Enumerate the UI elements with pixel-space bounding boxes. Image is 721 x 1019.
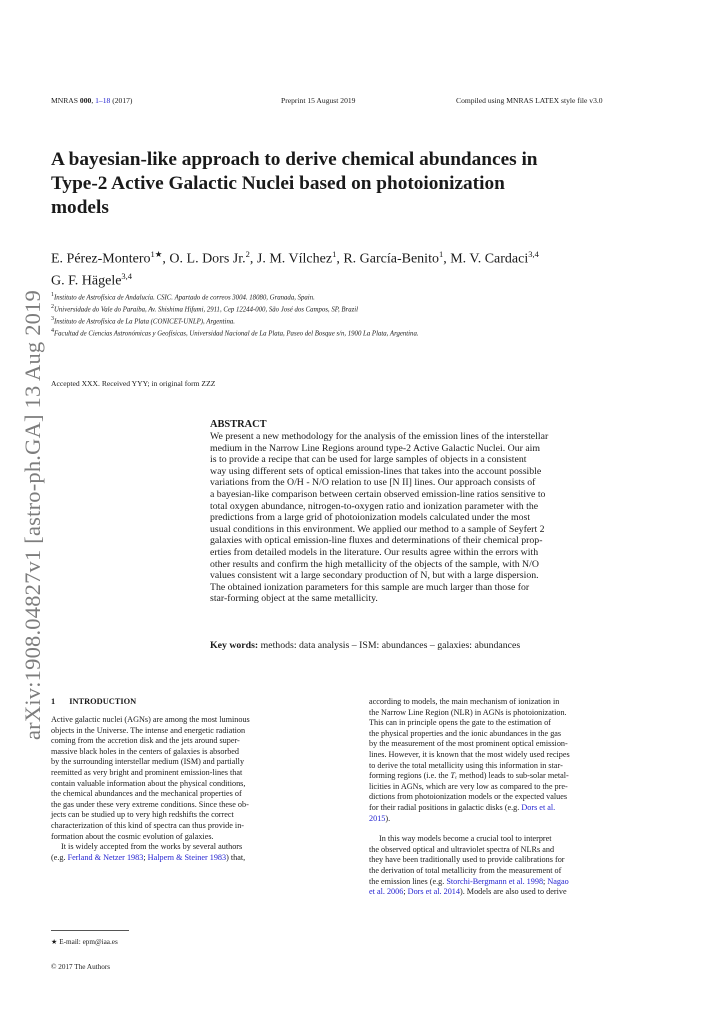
compiled-note: Compiled using MNRAS LATEX style file v3.0	[456, 96, 603, 105]
affiliation-list	[51, 291, 719, 339]
citation-link[interactable]: 2015	[369, 813, 386, 823]
affiliation-item: $^1$Instituto de Astrofísica de Andalucía. CSIC. Apartado de correos 3004. 18080, Granada, Spain.	[51, 292, 315, 302]
left-column-text: Active galactic nuclei (AGNs) are among the most luminous objects in the Universe. The intense and energetic radiation coming from the accretion disk and the jets around super- massive black holes in the centers of galaxies is absorbed by the surrounding interstellar medium (ISM) and partially reemitted as very bright and prominent emission-lines that contain valuable information about the physical conditions, the chemical abundances and the mechanical properties of the gas under these very extreme conditions. Since these ob- jects can be studied up to very high redshifts the correct characterization of this kind of spectra can thus provide in- formation about the cosmic evolution of galaxies. It is widely accepted from the works by several authors (e.g. Ferland & Netzer 1983; Halpern & Steiner 1983) that,	[51, 715, 250, 862]
citation-link[interactable]: Ferland & Netzer 1983	[67, 852, 144, 862]
journal-reference: MNRAS 000, 1–18 (2017)	[51, 96, 133, 105]
acceptance-note: Accepted XXX. Received YYY; in original form ZZZ	[51, 379, 216, 388]
footnote-email: ★ E-mail: epm@iaa.es	[51, 938, 118, 946]
abstract-body: We present a new methodology for the analysis of the emission lines of the interstellar medium in the Narrow Line Regions around type-2 Active Galactic Nuclei. Our aim is to provide a recipe that can be used for large samples of objects in a consistent way using different sets of optical emission-lines that takes into the account possible variations from the O/H - N/O relation to use [N II] lines. Our approach consists of a bayesian-like comparison between certain observed emission-line ratios sensitive to total oxygen abundance, nitrogen-to-oxygen ratio and ionization parameter with the predictions from a large grid of photoionization models calculated under the most usual conditions in this environment. We applied our method to a sample of Seyfert 2 galaxies with optical emission-line fluxes and determinations of their chemical prop- erties from detailed models in the literature. Our results agree within the errors with other results and confirm the high metallicity of the objects of the sample, with N/O values consistent wit a large secondary production of N, but with a large dispersion. The obtained ionization parameters for this sample are much larger than those for star-forming object at the same metallicity.	[210, 431, 549, 605]
author-list: E. Pérez-Montero$^{1★}$, O. L. Dors Jr.$^2$, J. M. Vílchez$^1$, R. García-Benito$^1$, M. V. Cardaci$^{3,4}$ G. F. Hägele$^{3,4}$	[51, 249, 539, 289]
arxiv-sidebar-id: arXiv:1908.04827v1 [astro-ph.GA] 13 Aug 2019	[20, 290, 45, 740]
paper-title: A bayesian-like approach to derive chemical abundances in Type-2 Active Galactic Nuclei based on photoionization models	[51, 149, 538, 218]
keywords-label: Key words:	[210, 640, 259, 651]
copyright-notice: © 2017 The Authors	[51, 963, 111, 971]
footnote-rule	[51, 930, 129, 931]
keywords-text: methods: data analysis – ISM: abundances – galaxies: abundances	[258, 640, 521, 651]
affiliation-item: $^3$Instituto de Astrofísica de La Plata (CONICET-UNLP), Argentina.	[51, 316, 235, 326]
abstract-heading: ABSTRACT	[210, 419, 267, 430]
right-column-text: according to models, the main mechanism of ionization in the Narrow Line Region (NLR) in AGNs is photoionization. This can in principle opens the gate to the estimation of the physical properties and the ionic abundances in the gas by the measurement of the most prominent optical emission- lines. However, it is known that the most widely used recipes to derive the total metallicity using this information in star- forming regions (i.e. the Tₑ method) leads to sub-solar metal- licities in AGNs, which are very low as compared to the pre- dictions from photoionization models or the expected values for their radial positions in galactic disks (e.g. Dors et al. 2015). In this way models become a crucial tool to interpret the observed optical and ultraviolet spectra of NLRs and they have been traditionally used to provide calibrations for the derivation of total metallicity from the measurement of the emission lines (e.g. Storchi-Bergmann et al. 1998; Nagao et al. 2006; Dors et al. 2014). Models are also used to derive	[369, 697, 570, 897]
journal-volume: 000	[79, 96, 92, 105]
citation-link[interactable]: et al. 2006	[369, 887, 404, 897]
keywords	[210, 640, 670, 651]
citation-link[interactable]: Nagao	[547, 876, 569, 886]
citation-link[interactable]: Dors et al.	[521, 802, 556, 812]
star-icon: ★	[51, 938, 58, 946]
preprint-date: Preprint 15 August 2019	[281, 96, 356, 105]
affiliation-item: $^2$Universidade do Vale do Paraíba, Av. Shishima Hifumi, 2911, Cep 12244-000, São José dos Campos, SP, Brazil	[51, 304, 359, 314]
citation-link[interactable]: Storchi-Bergmann et al. 1998	[446, 876, 544, 886]
citation-link[interactable]: Dors et al. 2014	[407, 887, 460, 897]
citation-link[interactable]: Halpern & Steiner 1983	[147, 852, 227, 862]
affiliation-item: $^4$Facultad de Ciencias Astronómicas y Geofísicas, Universidad Nacional de La Plata, Paseo del Bosque s/n, 1900 La Plata, Argentina.	[51, 328, 419, 338]
pages-link[interactable]: 1–18	[95, 96, 111, 105]
section-heading: 1 INTRODUCTION	[51, 697, 137, 706]
